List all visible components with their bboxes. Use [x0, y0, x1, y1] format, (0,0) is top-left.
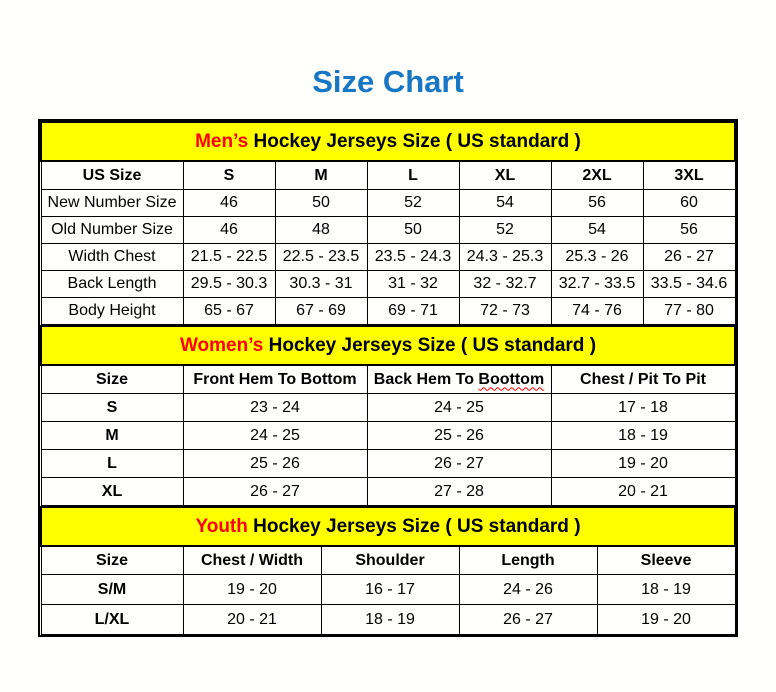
cell: 31 - 32	[367, 271, 459, 298]
column-header: XL	[459, 161, 551, 190]
column-header: 3XL	[643, 161, 735, 190]
cell: 56	[643, 217, 735, 244]
column-header: Chest / Width	[183, 546, 321, 575]
cell: 32.7 - 33.5	[551, 271, 643, 298]
cell: 16 - 17	[321, 575, 459, 605]
cell: 22.5 - 23.5	[275, 244, 367, 271]
cell: 54	[459, 190, 551, 217]
cell: 32 - 32.7	[459, 271, 551, 298]
row-label: M	[41, 422, 183, 450]
page-title: Size Chart	[312, 64, 464, 99]
table-row	[41, 244, 735, 271]
table-row	[41, 422, 735, 450]
cell: 67 - 69	[275, 298, 367, 325]
cell: 24 - 26	[459, 575, 597, 605]
table-row	[41, 298, 735, 325]
youth-size-table	[40, 506, 736, 635]
table-row	[41, 478, 735, 506]
column-header: Shoulder	[321, 546, 459, 575]
cell: 18 - 19	[551, 422, 735, 450]
column-header: 2XL	[551, 161, 643, 190]
column-header: Size	[41, 365, 183, 394]
cell: 26 - 27	[183, 478, 367, 506]
cell: 54	[551, 217, 643, 244]
cell: 52	[459, 217, 551, 244]
table-row	[41, 450, 735, 478]
cell: 24 - 25	[183, 422, 367, 450]
cell: 25.3 - 26	[551, 244, 643, 271]
column-header: S	[183, 161, 275, 190]
womens-header-text: Hockey Jerseys Size ( US standard )	[263, 334, 597, 356]
cell: 50	[367, 217, 459, 244]
cell: 18 - 19	[597, 575, 735, 605]
cell: 65 - 67	[183, 298, 275, 325]
column-header: Sleeve	[597, 546, 735, 575]
row-label: Back Length	[41, 271, 183, 298]
cell: 50	[275, 190, 367, 217]
row-label: S/M	[41, 575, 183, 605]
row-label: Old Number Size	[41, 217, 183, 244]
cell: 46	[183, 217, 275, 244]
cell: 29.5 - 30.3	[183, 271, 275, 298]
table-row	[41, 271, 735, 298]
row-label: Width Chest	[41, 244, 183, 271]
row-label: New Number Size	[41, 190, 183, 217]
cell: 19 - 20	[183, 575, 321, 605]
cell: 72 - 73	[459, 298, 551, 325]
cell: 27 - 28	[367, 478, 551, 506]
row-label: L	[41, 450, 183, 478]
youth-section-header-cell	[41, 507, 735, 546]
row-label: XL	[41, 478, 183, 506]
cell: 52	[367, 190, 459, 217]
cell: 25 - 26	[367, 422, 551, 450]
row-label: L/XL	[41, 605, 183, 635]
cell: 77 - 80	[643, 298, 735, 325]
cell: 26 - 27	[643, 244, 735, 271]
cell: 23.5 - 24.3	[367, 244, 459, 271]
youth-section-header	[41, 507, 735, 546]
cell: 33.5 - 34.6	[643, 271, 735, 298]
cell: 30.3 - 31	[275, 271, 367, 298]
mens-section-header	[41, 122, 735, 161]
table-row	[41, 575, 735, 605]
column-header: L	[367, 161, 459, 190]
womens-section-header	[41, 326, 735, 365]
cell: 21.5 - 22.5	[183, 244, 275, 271]
mens-section-header-cell	[41, 122, 735, 161]
cell: 20 - 21	[551, 478, 735, 506]
cell: 69 - 71	[367, 298, 459, 325]
cell: 48	[275, 217, 367, 244]
column-header	[367, 365, 551, 394]
cell: 19 - 20	[597, 605, 735, 635]
womens-section-header-cell	[41, 326, 735, 365]
cell: 17 - 18	[551, 394, 735, 422]
column-header: Chest / Pit To Pit	[551, 365, 735, 394]
cell: 56	[551, 190, 643, 217]
youth-header-text: Hockey Jerseys Size ( US standard )	[247, 515, 581, 537]
youth-column-header-row	[41, 546, 735, 575]
mens-column-header-row	[41, 161, 735, 190]
mens-header-text: Hockey Jerseys Size ( US standard )	[248, 130, 581, 152]
mens-size-table	[40, 121, 736, 325]
cell: 60	[643, 190, 735, 217]
cell: 25 - 26	[183, 450, 367, 478]
table-row	[41, 190, 735, 217]
column-header: M	[275, 161, 367, 190]
womens-label-highlight: Women’s	[179, 334, 264, 356]
table-row	[41, 394, 735, 422]
womens-size-table	[40, 325, 736, 506]
table-row	[41, 605, 735, 635]
cell: 24 - 25	[367, 394, 551, 422]
cell: 26 - 27	[459, 605, 597, 635]
table-row	[41, 217, 735, 244]
column-header-text: Back Hem To	[373, 370, 479, 388]
misspelled-word: Boottom	[478, 370, 545, 388]
cell: 24.3 - 25.3	[459, 244, 551, 271]
column-header: Length	[459, 546, 597, 575]
mens-label-highlight: Men’s	[195, 130, 249, 152]
column-header: Size	[41, 546, 183, 575]
cell: 18 - 19	[321, 605, 459, 635]
cell: 74 - 76	[551, 298, 643, 325]
column-header: US Size	[41, 161, 183, 190]
youth-label-highlight: Youth	[195, 515, 248, 537]
cell: 23 - 24	[183, 394, 367, 422]
size-chart-container	[38, 119, 738, 637]
row-label: Body Height	[41, 298, 183, 325]
row-label: S	[41, 394, 183, 422]
column-header: Front Hem To Bottom	[183, 365, 367, 394]
cell: 26 - 27	[367, 450, 551, 478]
cell: 19 - 20	[551, 450, 735, 478]
cell: 20 - 21	[183, 605, 321, 635]
cell: 46	[183, 190, 275, 217]
womens-column-header-row	[41, 365, 735, 394]
